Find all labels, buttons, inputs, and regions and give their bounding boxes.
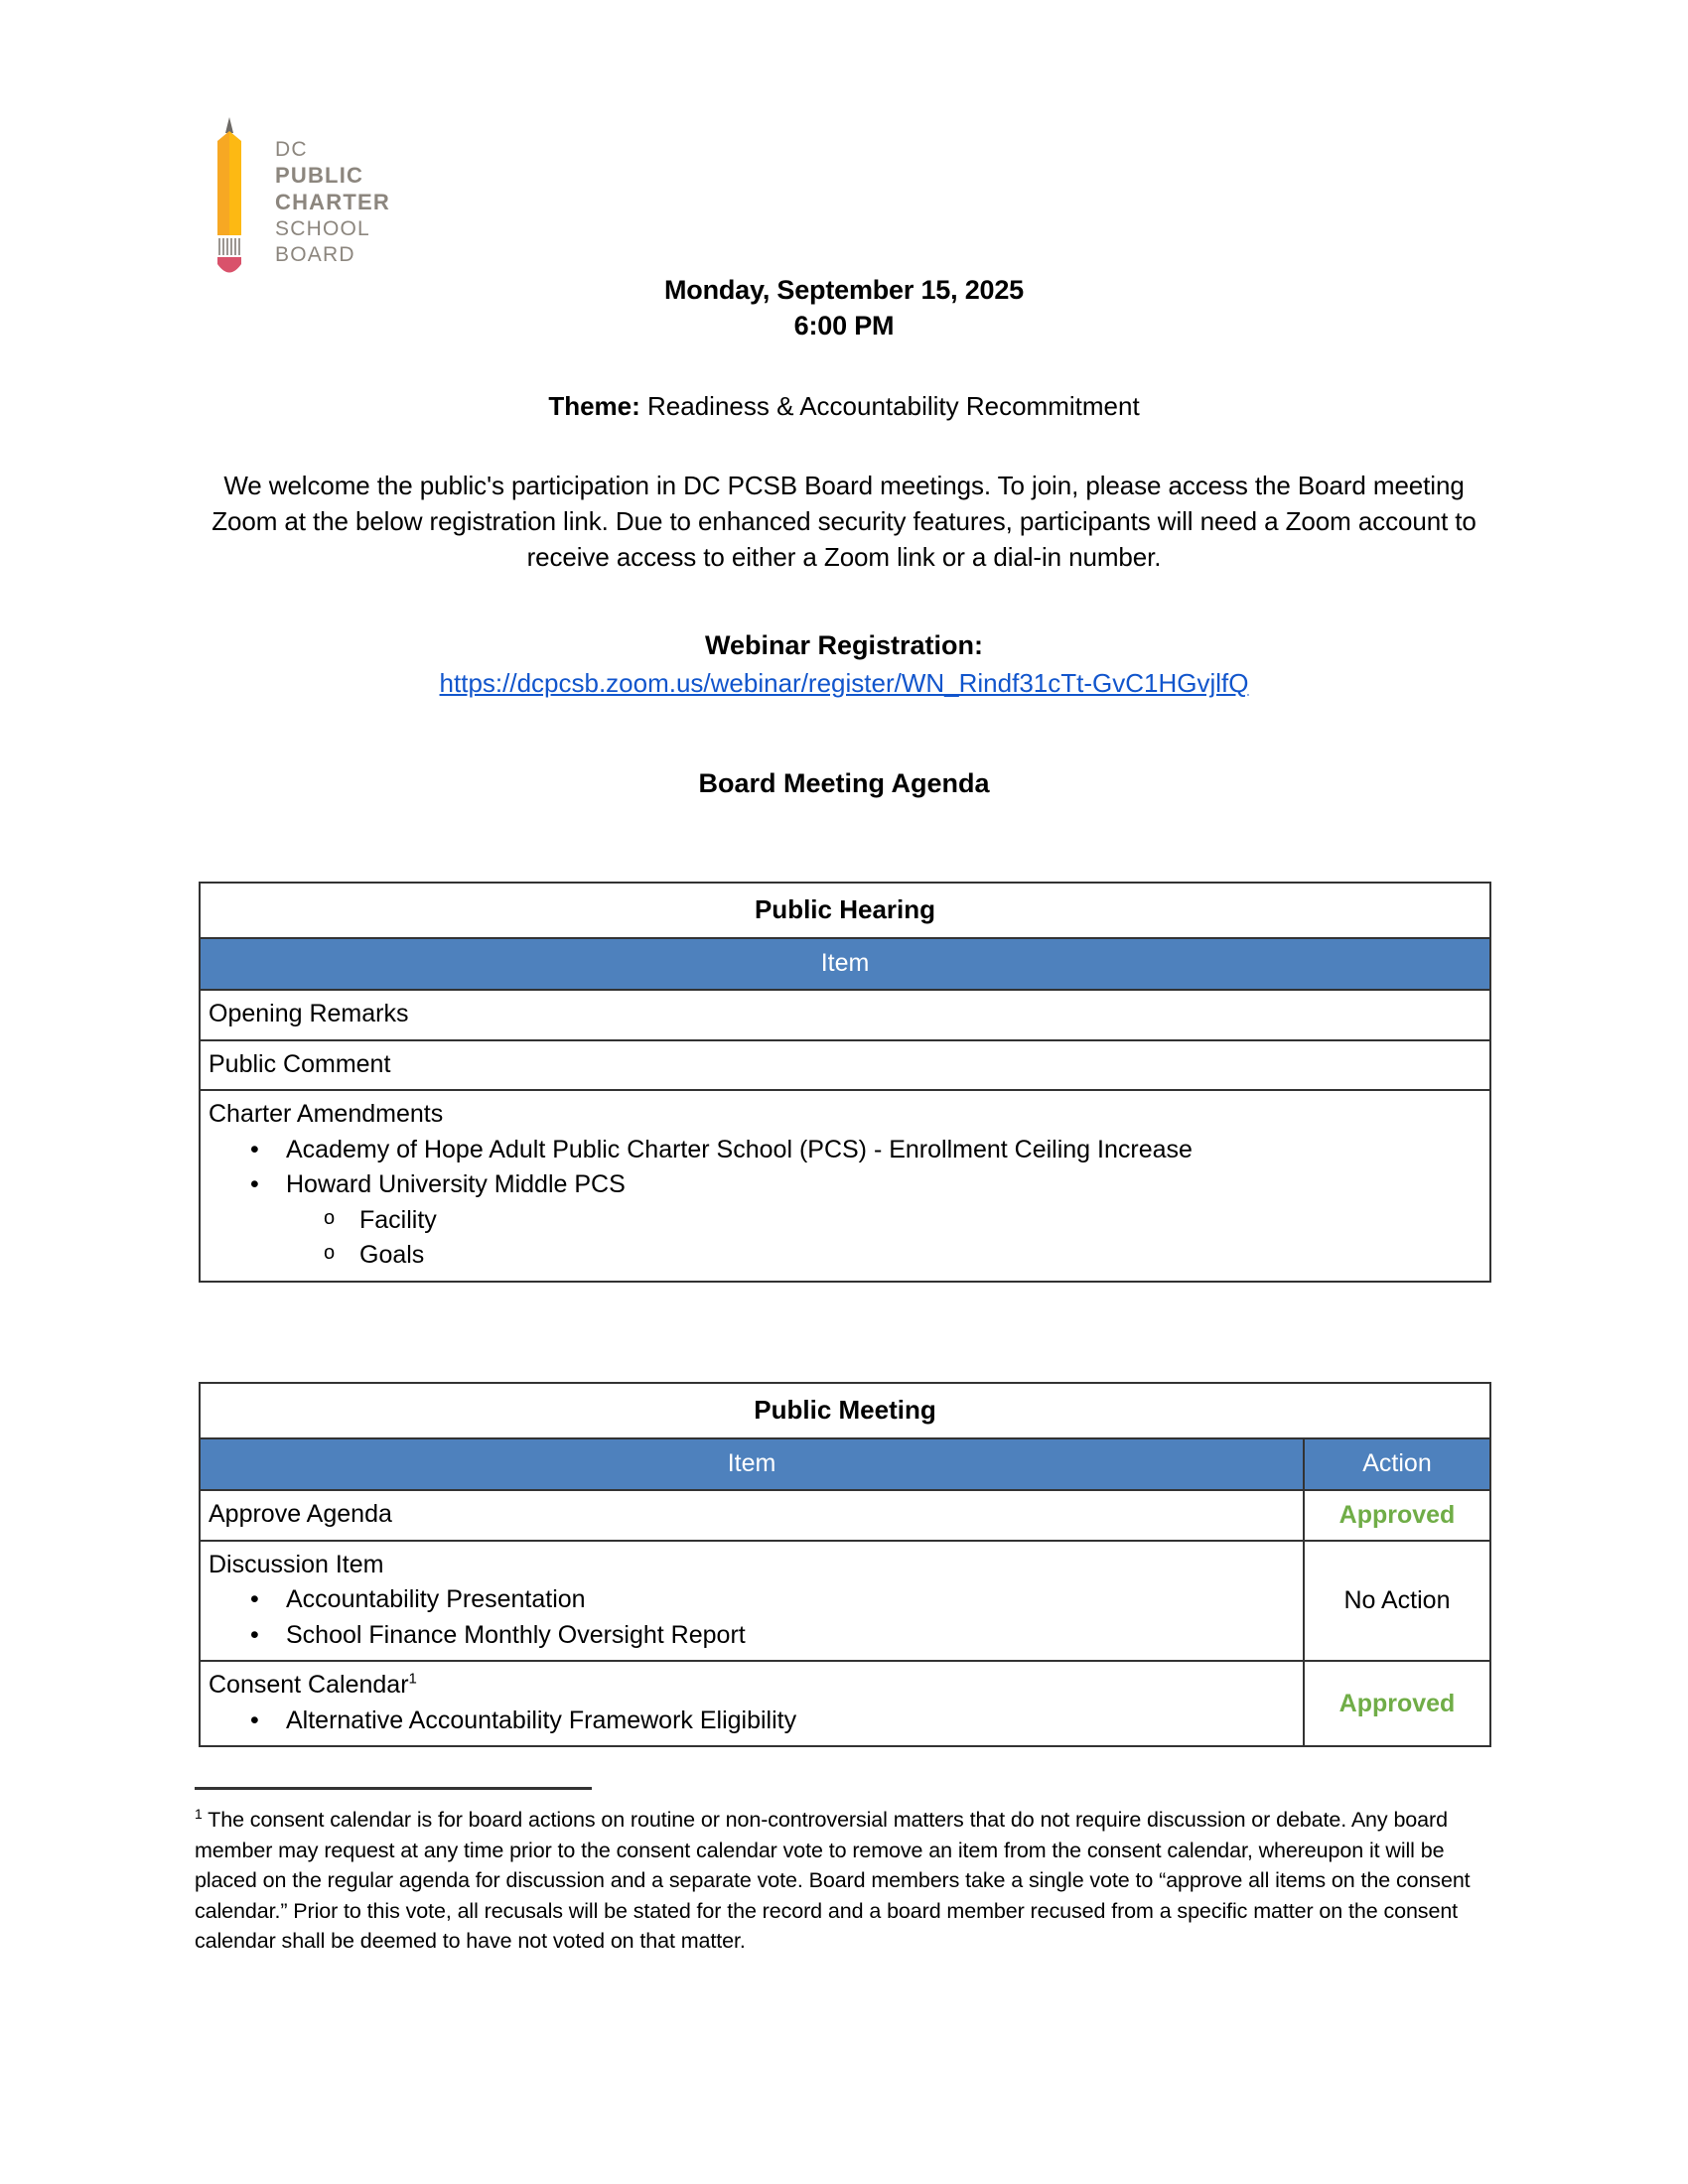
status-badge-approved: Approved	[1304, 1661, 1490, 1746]
footnote-number: 1	[195, 1805, 203, 1822]
bullet-alternative-accountability: • Alternative Accountability Framework Eligibility	[286, 1706, 797, 1734]
public-meeting-table	[199, 1382, 1491, 1747]
footnote-separator	[195, 1787, 592, 1790]
consent-calendar-bullets	[209, 1704, 1303, 1739]
intro-paragraph: We welcome the public's participation in DC PCSB Board meetings. To join, please access the Board meeting Zoom at the below registration link. Due to enhanced security features, participants will need a Zoom account to receive access to either a Zoom link or a dial-in number.	[211, 471, 1477, 573]
row-label	[209, 1668, 1303, 1704]
document-header	[199, 273, 1489, 799]
table-row	[200, 1090, 1490, 1282]
pencil-logo-icon	[204, 117, 263, 281]
list-item	[284, 1133, 1489, 1168]
theme-line	[199, 389, 1489, 424]
row-opening-remarks: Opening Remarks	[200, 990, 1490, 1040]
list-item: o Facility	[359, 1203, 1489, 1239]
logo-line-dc: DC	[275, 138, 308, 161]
list-item: o Goals	[359, 1238, 1489, 1274]
footnote-marker: 1	[408, 1671, 417, 1689]
dc-pcsb-logo	[204, 117, 452, 281]
table-row	[200, 990, 1490, 1040]
row-label: Discussion Item	[209, 1550, 384, 1578]
public-hearing-title: Public Hearing	[200, 883, 1490, 938]
table-row	[200, 1490, 1490, 1541]
agenda-title: Board Meeting Agenda	[698, 767, 990, 798]
column-header-item: Item	[200, 1438, 1304, 1491]
row-discussion-item	[200, 1541, 1304, 1662]
table-row	[200, 1541, 1490, 1662]
bullet-school-finance-report: • School Finance Monthly Oversight Report	[286, 1620, 746, 1649]
column-header-item: Item	[200, 938, 1490, 991]
logo-line-board: BOARD	[275, 243, 355, 266]
table-header-row	[200, 938, 1490, 991]
theme-label: Theme:	[548, 391, 640, 422]
footnote-text	[195, 1805, 1490, 1957]
table-title-row	[200, 1383, 1490, 1438]
row-label: Charter Amendments	[209, 1100, 444, 1129]
status-badge-approved: Approved	[1304, 1490, 1490, 1541]
row-consent-calendar	[200, 1661, 1304, 1746]
table-title-row	[200, 883, 1490, 938]
bullet-academy-of-hope: • Academy of Hope Adult Public Charter School (PCS) - Enrollment Ceiling Increase	[286, 1135, 1193, 1163]
row-public-comment: Public Comment	[200, 1040, 1490, 1091]
logo-line-charter: CHARTER	[275, 190, 390, 214]
registration-link[interactable]: https://dcpcsb.zoom.us/webinar/register/WN_Rindf31cTt-GvC1HGvjlfQ	[439, 667, 1249, 698]
public-meeting-title: Public Meeting	[200, 1383, 1490, 1438]
consent-calendar-label: Consent Calendar	[209, 1671, 409, 1700]
row-approve-agenda: Approve Agenda	[200, 1490, 1304, 1541]
list-item	[284, 1582, 1303, 1618]
row-charter-amendments	[200, 1090, 1490, 1282]
bullet-accountability-presentation: • Accountability Presentation	[286, 1585, 586, 1614]
column-header-action: Action	[1304, 1438, 1490, 1491]
footnote-body: The consent calendar is for board actions on routine or non-controversial matters that do not require discussion or debate. Any board member may request at any time prior to the consent calendar vote to remove an item from the consent calendar, whereupon it will be placed on the regular agenda for discussion and a separate vote. Board members take a single vote to “approve all items on the consent calendar.” Prior to this vote, all recusals will be stated for the record and a board member recused from a specific matter on the consent calendar shall be deemed to have not voted on that matter.	[195, 1808, 1471, 1954]
table-row	[200, 1661, 1490, 1746]
list-item	[284, 1167, 1489, 1274]
public-hearing-table	[199, 882, 1491, 1283]
list-item	[284, 1618, 1303, 1654]
meeting-time: 6:00 PM	[793, 310, 895, 341]
table-header-row	[200, 1438, 1490, 1491]
status-badge-no-action: No Action	[1304, 1541, 1490, 1662]
list-item	[284, 1704, 1303, 1739]
theme-value: Readiness & Accountability Recommitment	[639, 391, 1140, 422]
registration-title: Webinar Registration:	[704, 629, 984, 660]
howard-sub-bullets	[284, 1203, 1489, 1274]
bullet-howard-university: • Howard University Middle PCS	[286, 1170, 626, 1199]
meeting-date: Monday, September 15, 2025	[664, 275, 1024, 305]
discussion-item-bullets	[209, 1582, 1303, 1653]
table-row	[200, 1040, 1490, 1091]
logo-line-public: PUBLIC	[275, 163, 364, 188]
logo-line-school: SCHOOL	[275, 217, 370, 240]
logo-wordmark	[275, 139, 454, 265]
charter-amendments-bullets	[209, 1133, 1489, 1274]
